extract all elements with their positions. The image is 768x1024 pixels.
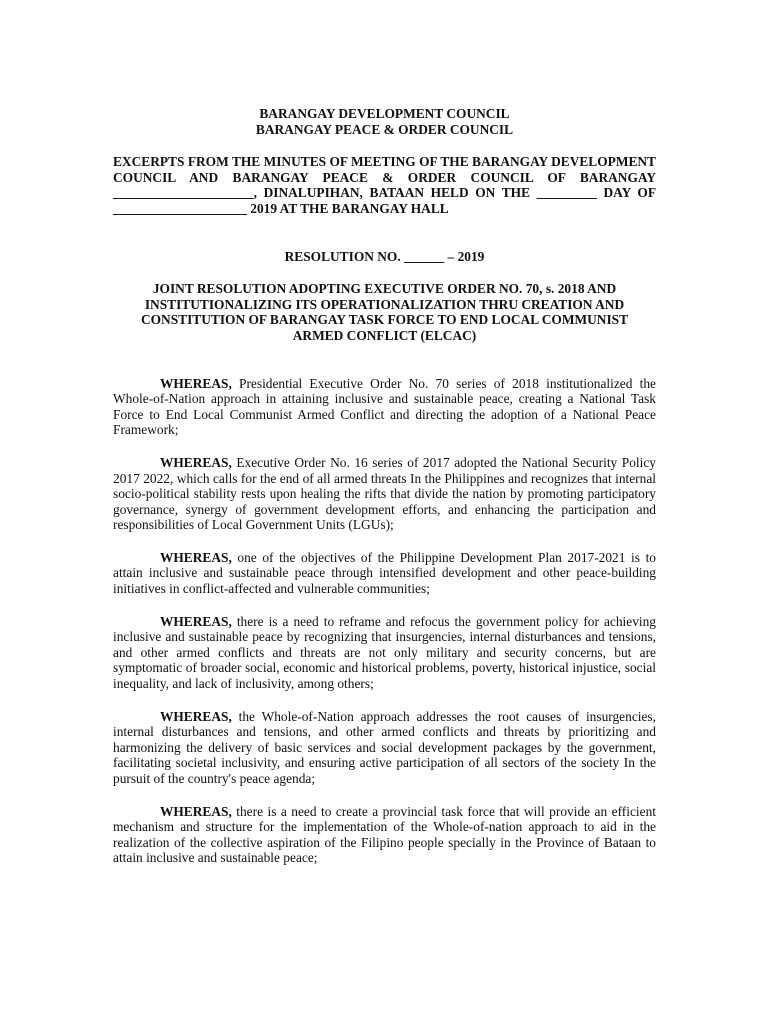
whereas-label: WHEREAS,: [160, 454, 232, 470]
whereas-text: there is a need to reframe and refocus the government policy for achieving inclusive and sustainable peace by recognizing that insurgencies, internal disturbances and tensions, and other armed conflicts and threats are not only military and security concerns, but are symptomatic of broader social, economic and historical problems, poverty, historical injustice, social inequality, and lack of inclusivity, among others;: [113, 613, 656, 692]
whereas-label: WHEREAS,: [160, 375, 232, 391]
excerpt-heading: EXCERPTS FROM THE MINUTES OF MEETING OF THE BARANGAY DEVELOPMENT COUNCIL AND BARANGAY PEACE & ORDER COUNCIL OF BARANGAY _____________________, DINALUPIHAN, BATAAN HELD ON THE _________ DAY OF ____________________ 2019 AT THE BARANGAY HALL: [113, 154, 656, 216]
whereas-text: Executive Order No. 16 series of 2017 adopted the National Security Policy 2017 2022, which calls for the end of all armed threats In the Philippines and recognizes that internal socio-political stability rests upon healing the rifts that divide the nation by promoting participatory governance, synergy of government development efforts, and enhancing the participation and responsibilities of Local Government Units (LGUs);: [113, 454, 656, 533]
resolution-number: RESOLUTION NO. ______ – 2019: [284, 248, 485, 264]
whereas-label: WHEREAS,: [160, 803, 232, 819]
whereas-text: one of the objectives of the Philippine Development Plan 2017-2021 is to attain inclusive and sustainable peace through intensified development and other peace-building initiatives in conflict-affected and vulnerable communities;: [113, 549, 656, 597]
council-title-2: BARANGAY PEACE & ORDER COUNCIL: [255, 121, 514, 137]
whereas-paragraph: [113, 614, 656, 692]
resolution-title: JOINT RESOLUTION ADOPTING EXECUTIVE ORDER NO. 70, s. 2018 AND INSTITUTIONALIZING ITS OPERATIONALIZATION THRU CREATION AND CONSTITUTION OF BARANGAY TASK FORCE TO END LOCAL COMMUNIST ARMED CONFLICT (ELCAC): [140, 281, 629, 343]
whereas-paragraph: [113, 804, 656, 866]
whereas-paragraph: [113, 455, 656, 533]
council-title-1: BARANGAY DEVELOPMENT COUNCIL: [259, 106, 510, 121]
document-page: [113, 106, 656, 879]
whereas-text: there is a need to create a provincial task force that will provide an efficient mechanism and structure for the implementation of the Whole-of-nation approach to aid in the realization of the collective aspiration of the Filipino people specially in the Province of Bataan to attain inclusive and sustainable peace;: [113, 803, 656, 866]
whereas-text: the Whole-of-Nation approach addresses the root causes of insurgencies, internal disturbances and tensions, and other armed conflicts and threats by prioritizing and harmonizing the delivery of basic services and social development packages by the government, facilitating societal inclusivity, and ensuring active participation of all sectors of the society In the pursuit of the country's peace agenda;: [113, 708, 656, 786]
whereas-label: WHEREAS,: [160, 613, 232, 629]
whereas-paragraph: [113, 709, 656, 787]
whereas-paragraph: [113, 376, 656, 438]
whereas-paragraph: [113, 550, 656, 597]
whereas-label: WHEREAS,: [160, 708, 232, 724]
whereas-label: WHEREAS,: [160, 549, 232, 565]
whereas-text: Presidential Executive Order No. 70 series of 2018 institutionalized the Whole-of-Nation approach in attaining inclusive and sustainable peace, creating a National Task Force to End Local Communist Armed Conflict and directing the adoption of a National Peace Framework;: [113, 375, 656, 438]
